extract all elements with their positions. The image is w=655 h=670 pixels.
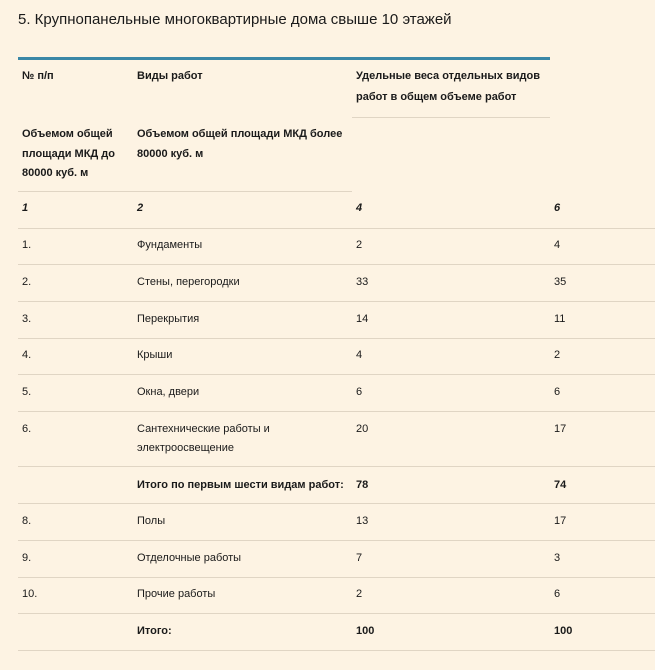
index-cell: 1 (22, 202, 29, 214)
row-number: 6. (22, 423, 32, 435)
row-value-small: 4 (356, 349, 363, 361)
row-work-line1: Сантехнические работы и (137, 423, 270, 435)
row-work: Полы (137, 515, 166, 527)
divider (18, 301, 655, 302)
row-value-small: 2 (356, 588, 363, 600)
divider (18, 577, 655, 578)
row-value-small: 20 (356, 423, 369, 435)
row-number: 4. (22, 349, 32, 361)
row-value-large: 17 (554, 423, 567, 435)
col-header-weights-line1: Удельные веса отдельных видов (356, 70, 540, 82)
row-work: Прочие работы (137, 588, 216, 600)
subtotal-label: Итого по первым шести видам работ: (137, 479, 344, 491)
row-work-line2: электроосвещение (137, 442, 234, 454)
row-work: Перекрытия (137, 313, 200, 325)
row-number: 1. (22, 239, 32, 251)
row-value-large: 17 (554, 515, 567, 527)
total-value-large: 100 (554, 625, 573, 637)
divider (18, 540, 655, 541)
row-work: Фундаменты (137, 239, 203, 251)
index-cell: 2 (137, 202, 144, 214)
row-value-large: 4 (554, 239, 561, 251)
section-title: 5. Крупнопанельные многоквартирные дома свыше 10 этажей (18, 11, 452, 28)
row-value-small: 7 (356, 552, 363, 564)
index-cell: 6 (554, 202, 561, 214)
col-header-weights-line2: работ в общем объеме работ (356, 91, 517, 103)
subheader-right-line2: 80000 куб. м (137, 148, 204, 160)
index-cell: 4 (356, 202, 363, 214)
row-value-large: 6 (554, 588, 561, 600)
divider (18, 466, 655, 467)
row-number: 10. (22, 588, 38, 600)
row-value-small: 33 (356, 276, 369, 288)
subheader-left-line2: площади МКД до (22, 148, 116, 160)
row-value-small: 14 (356, 313, 369, 325)
row-value-small: 13 (356, 515, 369, 527)
row-number: 8. (22, 515, 32, 527)
divider (352, 117, 550, 118)
row-value-large: 3 (554, 552, 561, 564)
subheader-right-line1: Объемом общей площади МКД более (137, 128, 343, 140)
table-top-border (18, 57, 550, 60)
row-value-small: 2 (356, 239, 363, 251)
row-work: Отделочные работы (137, 552, 242, 564)
subtotal-value-small: 78 (356, 479, 369, 491)
subheader-left-line3: 80000 куб. м (22, 167, 89, 179)
divider (18, 264, 655, 265)
row-value-small: 6 (356, 386, 363, 398)
row-number: 2. (22, 276, 32, 288)
divider (18, 613, 655, 614)
divider (18, 411, 655, 412)
subheader-left-line1: Объемом общей (22, 128, 113, 140)
row-number: 5. (22, 386, 32, 398)
row-work: Стены, перегородки (137, 276, 240, 288)
total-value-small: 100 (356, 625, 375, 637)
total-label: Итого: (137, 625, 172, 637)
row-value-large: 6 (554, 386, 561, 398)
col-header-works: Виды работ (137, 70, 203, 82)
divider (18, 228, 655, 229)
row-number: 3. (22, 313, 32, 325)
row-number: 9. (22, 552, 32, 564)
row-work: Окна, двери (137, 386, 200, 398)
row-value-large: 35 (554, 276, 567, 288)
divider (18, 191, 352, 192)
divider (18, 650, 655, 651)
divider (18, 503, 655, 504)
row-value-large: 11 (554, 313, 566, 325)
divider (18, 374, 655, 375)
subtotal-value-large: 74 (554, 479, 567, 491)
row-work: Крыши (137, 349, 173, 361)
divider (18, 338, 655, 339)
row-value-large: 2 (554, 349, 561, 361)
col-header-num: № п/п (22, 70, 54, 82)
